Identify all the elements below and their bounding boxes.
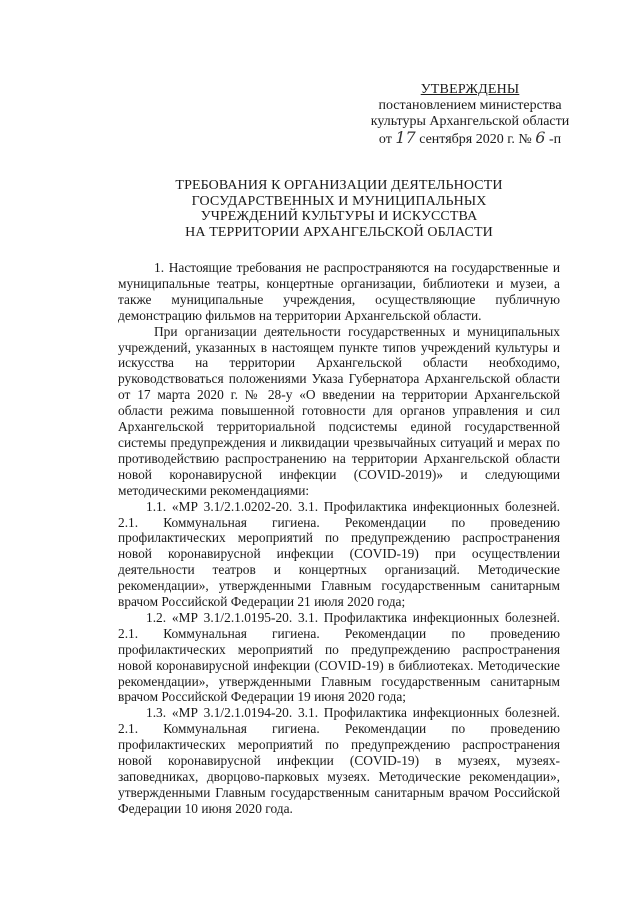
- date-middle: сентября 2020 г. №: [419, 132, 532, 147]
- approval-date-line: [350, 130, 590, 148]
- approval-stamp: [350, 82, 590, 148]
- approval-title: УТВЕРЖДЕНЫ: [420, 82, 520, 97]
- paragraph-1: 1. Настоящие требования не распространяются на государственные и муниципальные театры, концертные организации, библиотеки и музеи, а также муниципальные учреждения, осуществляющие публичную демонстрацию фильмов на территории Архангельской области.: [118, 260, 560, 323]
- handwritten-day: 17: [395, 128, 416, 147]
- title-line-3: УЧРЕЖДЕНИЙ КУЛЬТУРЫ И ИСКУССТВА: [200, 209, 478, 224]
- approval-line-2: постановлением министерства: [378, 98, 562, 113]
- document-title: [120, 178, 558, 240]
- title-line-1: ТРЕБОВАНИЯ К ОРГАНИЗАЦИИ ДЕЯТЕЛЬНОСТИ: [175, 178, 503, 193]
- title-line-2: ГОСУДАРСТВЕННЫХ И МУНИЦИПАЛЬНЫХ: [191, 193, 487, 209]
- paragraph-2: При организации деятельности государственных и муниципальных учреждений, указанных в настоящем пункте типов учреждений культуры и искусства на территории Архангельской области необходимо, руководствоваться положениями Указа Губернатора Архангельской области от 17 марта 2020 г. № 28-у «О введении на территории Архангельской области режима повышенной готовности для органов управления и сил Архангельской территориальной подсистемы единой государственной системы предупреждения и ликвидации чрезвычайных ситуаций и мерах по противодействию распространению на территории Архангельской области новой коронавирусной инфекции (COVID-2019)» и следующими методическими рекомендациями:: [118, 323, 560, 498]
- item-1-1: 1.1. «МР 3.1/2.1.0202-20. 3.1. Профилактика инфекционных болезней. 2.1. Коммунальная гигиена. Рекомендации по проведению профилактических мероприятий по предупреждению распространения новой коронавирусной инфекции (COVID-19) при осуществлении деятельности театров и концертных организаций. Методические рекомендации», утвержденными Главным государственным санитарным врачом Российской Федерации 21 июля 2020 года;: [118, 498, 560, 610]
- document-body: [118, 260, 560, 817]
- number-suffix: -п: [548, 132, 562, 147]
- approval-line-3: культуры Архангельской области: [370, 114, 570, 129]
- date-prefix: от: [378, 132, 392, 147]
- title-line-4: НА ТЕРРИТОРИИ АРХАНГЕЛЬСКОЙ ОБЛАСТИ: [185, 224, 493, 240]
- item-1-2: 1.2. «МР 3.1/2.1.0195-20. 3.1. Профилактика инфекционных болезней. 2.1. Коммунальная гигиена. Рекомендации по проведению профилактических мероприятий по предупреждению распространения новой коронавирусной инфекции (COVID-19) в библиотеках. Методические рекомендации», утвержденными Главным государственным санитарным врачом Российской Федерации 19 июня 2020 года;: [118, 609, 560, 705]
- item-1-3: 1.3. «МР 3.1/2.1.0194-20. 3.1. Профилактика инфекционных болезней. 2.1. Коммунальная гигиена. Рекомендации по проведению профилактических мероприятий по предупреждению распространения новой коронавирусной инфекции (COVID-19) в музеях, музеях-заповедниках, дворцово-парковых музеях. Методические рекомендации», утвержденными Главным государственным санитарным врачом Российской Федерации 10 июня 2020 года.: [118, 705, 560, 816]
- handwritten-number: 6: [535, 128, 546, 147]
